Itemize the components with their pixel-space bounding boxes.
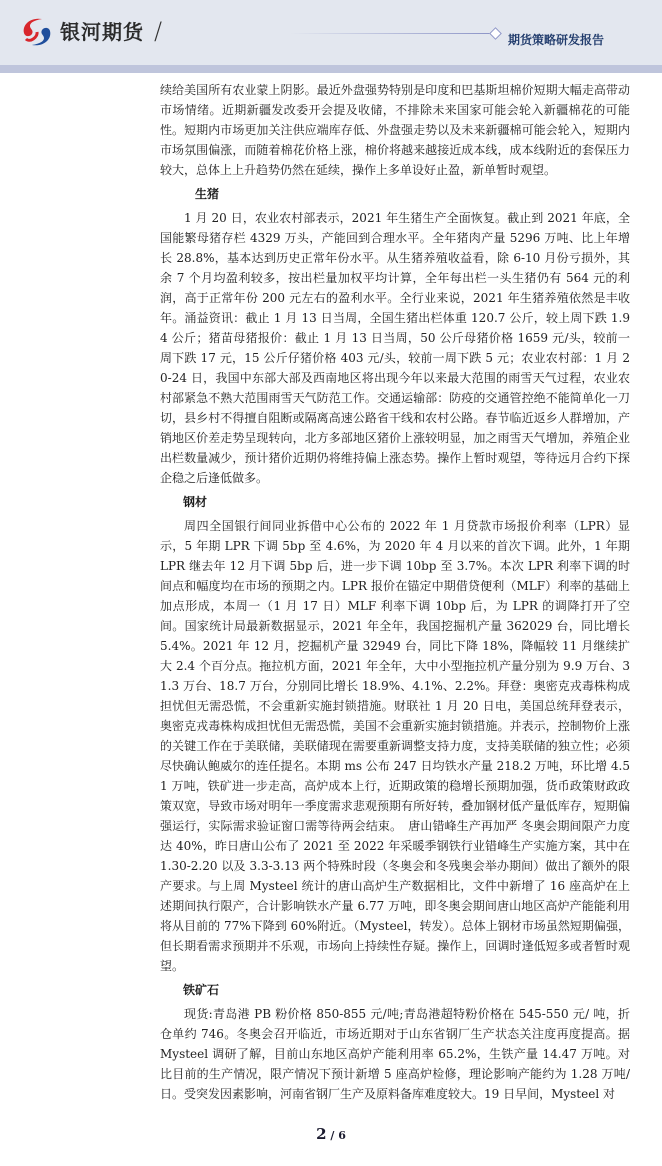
cotton-paragraph-continued: 续给美国所有农业蒙上阴影。最近外盘强势特别是印度和巴基斯坦棉价短期大幅走高带动市场情绪。近期新疆发改委开会提及收储，不排除未来国家可能会轮入新疆棉花的可能性。短期内市场更加关注供应端库存低、外盘强走势以及未来新疆棉可能会轮入，短期内市场氛围偏涨，而随着棉花价格上涨，棉价将越来越接近成本线，成本线附近的套保压力较大，总体上上升趋势仍然在延续，操作上多单设好止盈，新单暂时观望。	[160, 83, 630, 177]
galaxy-futures-logo-icon	[20, 17, 54, 47]
steel-paragraph: 周四全国银行间同业拆借中心公布的 2022 年 1 月贷款市场报价利率（LPR）显示，5 年期 LPR 下调 5bp 至 4.6%，为 2020 年 4 月以来的首次下调。此外，1 年期 LPR 继去年 12 月下调 5bp 后，进一步下调 10bp 至 3.7%。本次 LPR 利率下调的时间点和幅度均在市场的预期之内。LPR 报价在锚定中期借贷便利（MLF）利率的基础上加点形成，本周一（1 月 17 日）MLF 利率下调 10bp 后，为 LPR 的调降打开了空间。国家统计局最新数据显示，2021 年全年，我国挖掘机产量 362029 台，同比增长 5.4%。2021 年 12 月，挖掘机产量 32949 台，同比下降 18%，降幅较 11 月继续扩大 2.4 个百分点。拖拉机方面，2021 年全年，大中小型拖拉机产量分别为 9.9 万台、31.3 万台、18.7 万台，分别同比增长 18.9%、4.1%、2.2%。拜登：奥密克戎毒株构成担忧但无需恐慌，不会重新实施封锁措施。财联社 1 月 20 日电，美国总统拜登表示，奥密克戎毒株构成担忧但无需恐慌，美国不会重新实施封锁措施。并表示，控制物价上涨的关键工作在于美联储，美联储现在需要重新调整支持力度，支持美联储的独立性；必须尽快确认鲍威尔的连任提名。本期 ms 公布 247 日均铁水产量 218.2 万吨，环比增 4.51 万吨，铁矿进一步走高，高炉成本上行，近期政策的稳增长预期加强，货币政策财政政策双宽，导致市场对明年一季度需求悲观预期有所好转，叠加钢材低产量低库存，短期偏强运行，实际需求验证窗口需等待两会结束。 唐山错峰生产再加严 冬奥会期间限产力度达 40%，昨日唐山公布了 2021 至 2022 年采暖季钢铁行业错峰生产实施方案，其中在 1.30-2.20 以及 3.3-3.13 两个特殊时段（冬奥会和冬残奥会举办期间）做出了额外的限产要求。与上周 Mysteel 统计的唐山高炉生产数据相比，文件中新增了 16 座高炉在上述期间执行限产，合计影响铁水产量 6.77 万吨，即冬奥会期间唐山地区高炉产能能利用将从目前的 77%下降到 60%附近。（Mysteel，转发）。总体上钢材市场虽然短期偏强，但长期看需求预期并不乐观，市场向上持续性存疑。操作上，回调时逢低短多或者暂时观望。	[160, 519, 630, 973]
header-divider-line	[290, 33, 490, 34]
section-heading-iron-ore: 铁矿石	[183, 983, 220, 997]
section-heading-steel: 钢材	[183, 495, 208, 509]
header-bar	[0, 65, 662, 73]
page-header	[0, 0, 662, 65]
brand-name: 银河期货	[60, 20, 144, 44]
total-pages: 6	[338, 1129, 346, 1142]
page-separator: /	[326, 1129, 339, 1142]
section-heading-pig: 生猪	[195, 187, 220, 201]
brand-slash: /	[154, 16, 163, 45]
page-number	[0, 1124, 662, 1146]
diamond-icon	[489, 27, 502, 40]
report-title: 期货策略研发报告	[508, 33, 605, 47]
pig-paragraph: 1 月 20 日，农业农村部表示，2021 年生猪生产全面恢复。截止到 2021 年底，全国能繁母猪存栏 4329 万头，产能回到合理水平。全年猪肉产量 5296 万吨、比上年增长 28.8%，基本达到历史正常年份水平。从生猪养殖收益看，除 6-10 月份亏损外，其余 7 个月均盈利较多，按出栏量加权平均计算，全年每出栏一头生猪仍有 564 元的利润，高于正常年份 200 元左右的盈利水平。全行业来说，2021 年生猪养殖依然是丰收年。涌益资讯：截止 1 月 13 日当周，全国生猪出栏体重 120.7 公斤，较上周下跌 1.94 公斤；猪苗母猪报价：截止 1 月 13 日当周，50 公斤母猪价格 1659 元/头，较前一周下跌 17 元，15 公斤仔猪价格 403 元/头，较前一周下跌 5 元；农业农村部：1 月 20-24 日，我国中东部大部及西南地区将出现今年以来最大范围的雨雪天气过程，农业农村部紧急不熟大范围雨雪天气防范工作。交通运输部：防疫的交通管控绝不能简单化一刀切，县乡村不得擅自阻断或隔离高速公路省干线和农村公路。春节临近返乡人群增加，产销地区价差走势呈现转向，北方多部地区猪价上涨较明显，加之雨雪天气增加，养殖企业出栏数量减少，预计猪价近期仍将维持偏上涨态势。操作上暂时观望，等待远月合约下探企稳之后逢低做多。	[160, 211, 630, 485]
iron-ore-paragraph: 现货:青岛港 PB 粉价格 850-855 元/吨;青岛港超特粉价格在 545-550 元/ 吨，折仓单约 746。冬奥会召开临近，市场近期对于山东省钢厂生产状态关注度再度提高。据 Mysteel 调研了解，目前山东地区高炉产能利用率 65.2%，生铁产量 14.47 万吨。对比目前的生产情况，限产情况下预计新增 5 座高炉检修，理论影响产能约为 1.28 万吨/日。受突发因素影响，河南省钢厂生产及原料备库难度较大。19 日早间，Mysteel 对	[160, 1007, 630, 1101]
brand-group	[60, 16, 162, 45]
document-body	[160, 80, 630, 1104]
current-page: 2	[316, 1125, 327, 1143]
